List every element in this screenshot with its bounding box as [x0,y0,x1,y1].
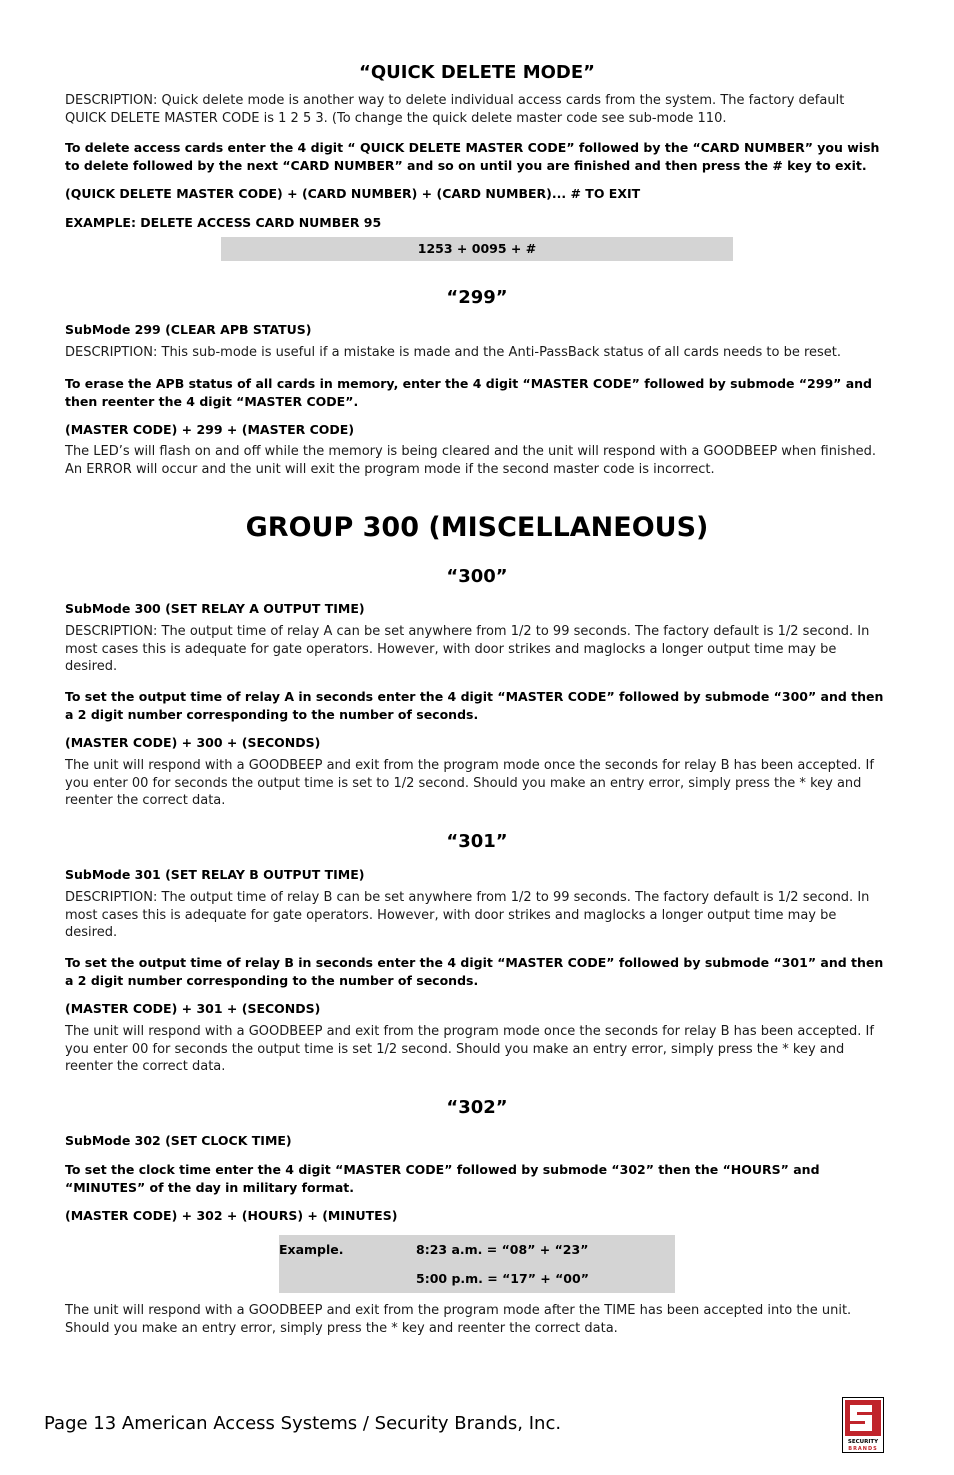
mode-302-example-label: Example. [279,1242,344,1257]
mode-300-submode: SubMode 300 (SET RELAY A OUTPUT TIME) [65,601,365,616]
mode-299-heading: “299” [446,287,508,308]
mode-301-formula: (MASTER CODE) + 301 + (SECONDS) [65,1001,321,1016]
mode-299-formula: (MASTER CODE) + 299 + (MASTER CODE) [65,422,355,437]
mode-301-heading: “301” [446,831,508,852]
mode-301-instruction: To set the output time of relay B in seconds enter the 4 digit “MASTER CODE” followed by submode “301” and then a 2 digit number corresponding to the number of seconds. [65,955,884,988]
mode-302-example-row-2: 5:00 p.m. = “17” + “00” [416,1271,589,1286]
logo-text-brands: BRANDS [848,1446,878,1452]
mode-302-example-row-1: 8:23 a.m. = “08” + “23” [416,1242,589,1257]
mode-302-example-box [279,1235,675,1293]
mode-302-formula: (MASTER CODE) + 302 + (HOURS) + (MINUTES) [65,1208,398,1223]
mode-300-note: The unit will respond with a GOODBEEP and exit from the program mode once the seconds for relay B has been accepted. If you enter 00 for seconds the output time is set to 1/2 second. Should you make an entry error, simply press the * key and reenter the correct data. [65,758,874,808]
page-footer: Page 13 American Access Systems / Security Brands, Inc. [44,1413,562,1434]
quick-delete-example-value: 1253 + 0095 + # [417,241,537,256]
quick-delete-description: DESCRIPTION: Quick delete mode is another way to delete individual access cards from the system. The factory default QUICK DELETE MASTER CODE is 1 2 5 3. (To change the quick delete master code see sub-mode 110. [65,93,845,126]
quick-delete-instruction: To delete access cards enter the 4 digit “ QUICK DELETE MASTER CODE” followed by the “CARD NUMBER” you wish to delete followed by the next “CARD NUMBER” and so on until you are finished and then press the # key to exit. [65,140,880,173]
quick-delete-example-label: EXAMPLE: DELETE ACCESS CARD NUMBER 95 [65,215,382,230]
mode-300-heading: “300” [446,566,508,587]
mode-302-submode: SubMode 302 (SET CLOCK TIME) [65,1133,292,1148]
quick-delete-example-box [221,237,733,261]
mode-299-instruction: To erase the APB status of all cards in memory, enter the 4 digit “MASTER CODE” followed by submode “299” and then reenter the 4 digit “MASTER CODE”. [65,376,873,409]
mode-300-description: DESCRIPTION: The output time of relay A can be set anywhere from 1/2 to 99 seconds. The factory default is 1/2 second. In most cases this is adequate for gate operators. However, with door strikes and maglocks a longer output time may be desired. [65,624,870,674]
mode-300-formula: (MASTER CODE) + 300 + (SECONDS) [65,735,321,750]
mode-301-description: DESCRIPTION: The output time of relay B can be set anywhere from 1/2 to 99 seconds. The factory default is 1/2 second. In most cases this is adequate for gate operators. However, with door strikes and maglocks a longer output time may be desired. [65,890,870,940]
mode-302-instruction: To set the clock time enter the 4 digit “MASTER CODE” followed by submode “302” then the “HOURS” and “MINUTES” of the day in military format. [65,1162,820,1195]
security-brands-logo-icon [842,1397,884,1453]
logo-text-security: SECURITY [847,1439,879,1445]
security-brands-logo [842,1397,884,1453]
group-title: GROUP 300 (MISCELLANEOUS) [245,512,709,543]
mode-301-note: The unit will respond with a GOODBEEP and exit from the program mode once the seconds for relay B has been accepted. If you enter 00 for seconds the output time is set 1/2 second. Should you make an entry error, simply press the * key and reenter the correct data. [65,1024,874,1074]
mode-299-description: DESCRIPTION: This sub-mode is useful if a mistake is made and the Anti-PassBack status of all cards needs to be reset. [65,345,842,360]
quick-delete-formula: (QUICK DELETE MASTER CODE) + (CARD NUMBER) + (CARD NUMBER)... # TO EXIT [65,186,641,201]
mode-299-note: The LED’s will flash on and off while the memory is being cleared and the unit will respond with a GOODBEEP when finished. An ERROR will occur and the unit will exit the program mode if the second master code is incorrect. [65,444,876,477]
mode-301-submode: SubMode 301 (SET RELAY B OUTPUT TIME) [65,867,365,882]
mode-302-note: The unit will respond with a GOODBEEP and exit from the program mode after the TIME has been accepted into the unit. Should you make an entry error, simply press the * key and reenter the correct data. [65,1303,852,1336]
mode-302-heading: “302” [446,1097,508,1118]
mode-299-submode: SubMode 299 (CLEAR APB STATUS) [65,322,312,337]
mode-300-instruction: To set the output time of relay A in seconds enter the 4 digit “MASTER CODE” followed by submode “300” and then a 2 digit number corresponding to the number of seconds. [65,689,884,722]
quick-delete-heading: “QUICK DELETE MODE” [359,62,595,83]
